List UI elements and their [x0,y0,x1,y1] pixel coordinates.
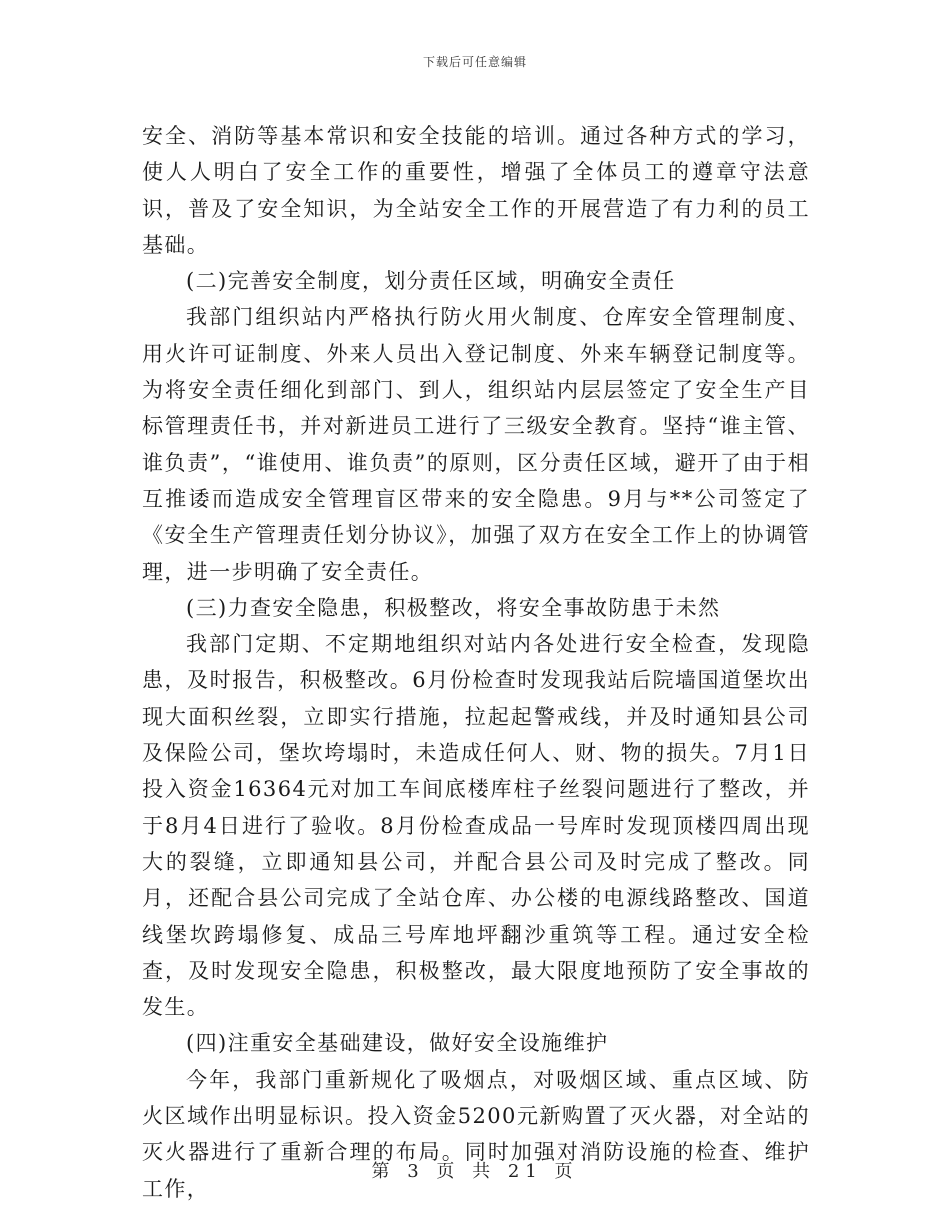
paragraph: 安全、消防等基本常识和安全技能的培训。通过各种方式的学习，使人人明白了安全工作的重要性，增强了全体员工的遵章守法意识，普及了安全知识，为全站安全工作的开展营造了有力利的员工基础。 [142,124,810,257]
section-heading: (二)完善安全制度，划分责任区域，明确安全责任 [186,269,676,294]
paragraph: 今年，我部门重新规化了吸烟点，对吸烟区域、重点区域、防火区域作出明显标识。投入资金5200元新购置了灭火器，对全站的灭火器进行了重新合理的布局。同时加强对消防设施的检查、维护工作， [142,1067,810,1201]
section-heading: (三)力查安全隐患，积极整改，将安全事故防患于未然 [186,595,721,620]
paragraph: 我部门组织站内严格执行防火用火制度、仓库安全管理制度、用火许可证制度、外来人员出入登记制度、外来车辆登记制度等。为将安全责任细化到部门、到人，组织站内层层签定了安全生产目标管理责任书，并对新进员工进行了三级安全教育。坚持“谁主管、谁负责”，“谁使用、谁负责”的原则，区分责任区域，避开了由于相互推诿而造成安全管理盲区带来的安全隐患。9月与**公司签定了《安全生产管理责任划分协议》，加强了双方在安全工作上的协调管理，进一步明确了安全责任。 [142,305,810,584]
document-body [142,118,810,1207]
section-heading: (四)注重安全基础建设，做好安全设施维护 [186,1031,609,1056]
paragraph: 我部门定期、不定期地组织对站内各处进行安全检查，发现隐患，及时报告，积极整改。6月份检查时发现我站后院墙国道堡坎出现大面积丝裂，立即实行措施，拉起起警戒线，并及时通知县公司及保险公司，堡坎垮塌时，未造成任何人、财、物的损失。7月1日投入资金16364元对加工车间底楼库柱子丝裂问题进行了整改，并于8月4日进行了验收。8月份检查成品一号库时发现顶楼四周出现大的裂缝，立即通知县公司，并配合县公司及时完成了整改。同月，还配合县公司完成了全站仓库、办公楼的电源线路整改、国道线堡坎跨塌修复、成品三号库地坪翻沙重筑等工程。通过安全检查，及时发现安全隐患，积极整改，最大限度地预防了安全事故的发生。 [142,632,810,1020]
page-footer: 第 3 页 共 21 页 [371,1161,579,1182]
page-header: 下载后可任意编辑 [422,55,527,69]
